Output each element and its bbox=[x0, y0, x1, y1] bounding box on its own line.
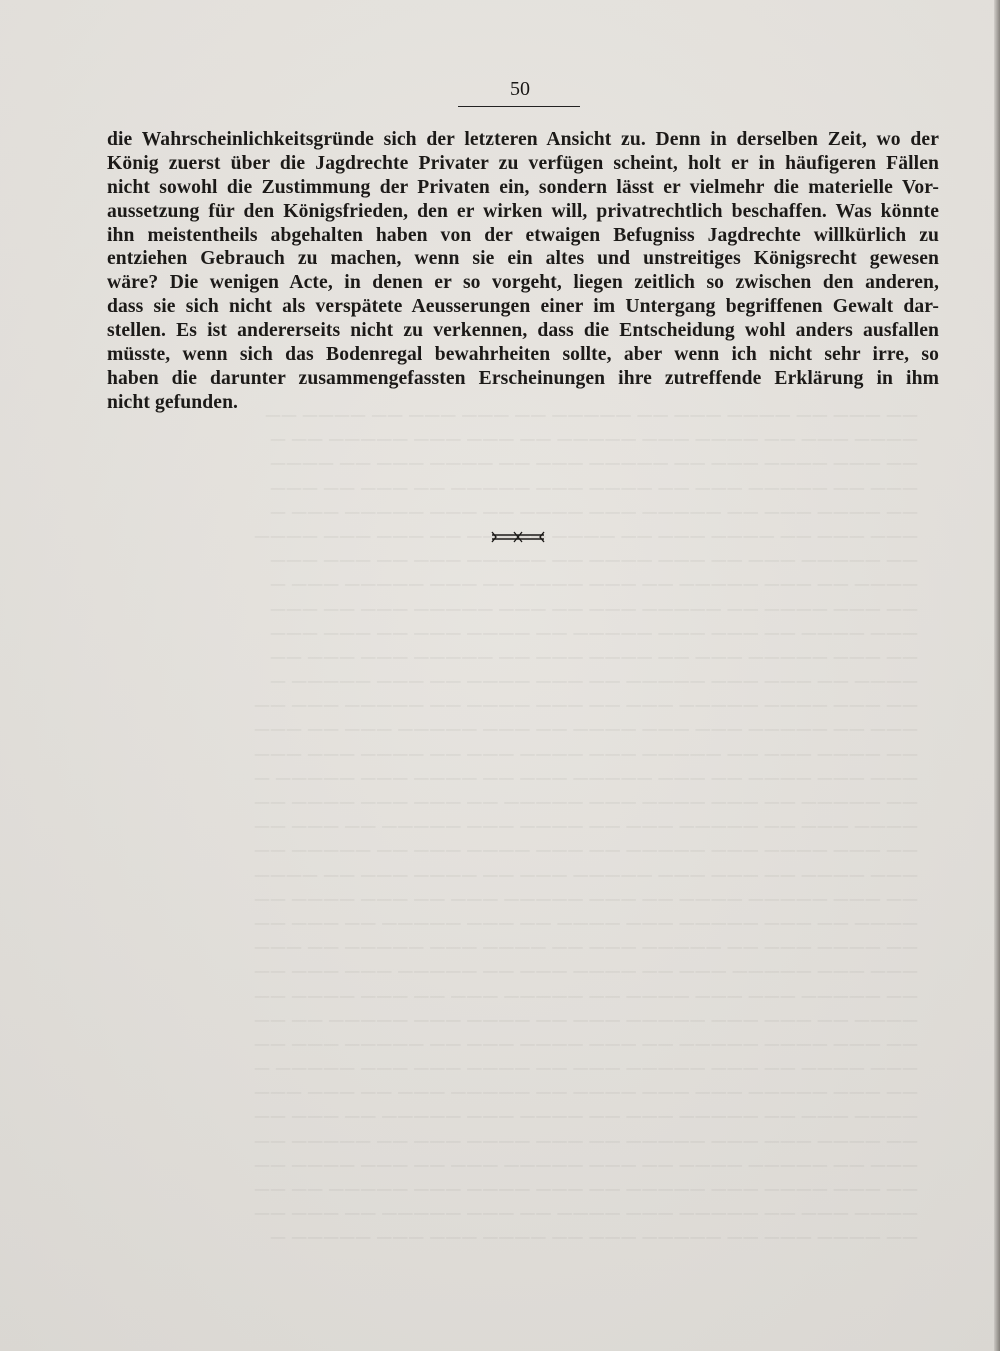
text-line: aussetzung für den Königsfrieden, den er wirken will, privatrechtlich beschaffen. Was könnte bbox=[107, 200, 939, 222]
body-paragraph bbox=[107, 128, 939, 415]
text-line: müsste, wenn sich das Bodenregal bewahrheiten sollte, aber wenn ich nicht sehr irre, so bbox=[107, 344, 939, 366]
text-line: die Wahrscheinlichkeitsgründe sich der letzteren Ansicht zu. Denn in derselben Zeit, wo der bbox=[107, 129, 939, 150]
text-line: nicht sowohl die Zustimmung der Privaten ein, sondern lässt er vielmehr die materielle Vor- bbox=[107, 176, 939, 198]
page-number: 50 bbox=[510, 78, 530, 100]
text-line: stellen. Es ist andererseits nicht zu verkennen, dass die Entscheidung wohl anders ausfallen bbox=[107, 320, 939, 342]
text-line: haben die darunter zusammengefassten Erscheinungen ihre zutreffende Erklärung in ihm bbox=[107, 367, 939, 389]
text-line: wäre? Die wenigen Acte, in denen er so vorgeht, liegen zeitlich so zwischen den anderen, bbox=[107, 272, 939, 294]
text-line: dass sie sich nicht als verspätete Aeusserungen einer im Untergang begriffenen Gewalt dar- bbox=[107, 296, 939, 318]
text-line: ihn meistentheils abgehalten haben von der etwaigen Befugniss Jagdrechte willkürlich zu bbox=[107, 224, 939, 246]
page-edge-shadow bbox=[994, 0, 1000, 1351]
header-rule bbox=[458, 106, 580, 107]
text-line: entziehen Gebrauch zu machen, wenn sie ein altes und unstreitiges Königsrecht gewesen bbox=[107, 248, 939, 270]
text-line-last: nicht gefunden. bbox=[107, 391, 239, 413]
bleed-through-texture: —— ——— —— ———— ——— —— ————— —— ——— ——— —— ———— —— ———— ——— —— ———— ——— ————— —— ——— ——— ————— —— — —— ——— ———— ——— —— ————— ——— —— ———— ——— —— ———— ——— —— ————— ——— —— ———— ——— ————— —— ——— —— ——— —— ———— ——— —— ————— ——— ———— —— ——— ————— ——— — ——— ——— —— ———— ——— —— ———— ————— —— ——— ——— ———— —— ————— ——— —— ——— ———— —— ————— ——— —— ——— ——— ———— —— ——— ————— —— ——— ———— —— ——— ————— ——— — —— ——— ———— —— ————— ——— —— ——— ————— ——— —— ——— ——— ———— —— ——— ——— ————— —— ———— ——— —— ——— ——— —— ——— ————— ——— —— ———— ——— —— ————— ——— ——— —— ———— —— ——— ——— ————— —— ——— ———— —— ——— ————— — —— ——— ———— ————— ——— —— ——— ———— —— ————— ——— —— ——— —— ————— ——— ——— ———— —— ——— ————— ——— —— ——— —— ———— ——— —— ————— ——— ———— ——— —— ———— ——— ——— ——— ——— ———— —— ——— ————— ——— —— ———— ——— ————— — —— ————— —— ——— ———— ——— ————— —— ——— ——— ———— —— ———— ——— —— ————— ——— —— ———— ——— ————— —— ——— —— —— ——— ———— ——— ————— —— ——— ———— ——— —— ————— —— ——— ———— —— ——— ——— ————— ——— —— ———— ——— —— ———— —— ——— ————— ———— —— ——— ————— ——— —— ——— ———— —— ———— —— ——— ————— ——— ———— —— ——— ————— —— ——— —— —— ———— ——— —— ————— ——— —— ———— ——— ————— —— ——— ——— ——— ————— ——— —— ———— ——— —— ————— ——— ——— —— —— ————— ——— ——— ———— —— ————— ——— —— ——— ———— —— ———— —— ——— ——— ————— ——— —— ———— ——— ————— —— —— —— ——— ———— ————— —— ——— ———— ——— —— ————— ——— —— ——— ———— —— ——— ————— ——— —— ———— ——— ——— ————— — —— ——— ————— ——— ——— ———— —— ————— ——— —— ——— ——— ———— ——— —— ————— ——— —— ———— ——— ————— —— ——— —— —— ———— ——— ——— ————— —— ——— ———— ——— —— ————— —— ——— —— ————— ———— —— ——— ————— ——— —— ——— ———— —— —— ——— ———— ——— ————— —— ——— ———— ——— ————— —— —— ———— ——— —— ————— ——— ———— —— ——— ————— —— ——— —— —— ———— ——— —— ————— ——— —— ———— ——— ——— ————— — bbox=[254, 405, 918, 1247]
double-rule-ornament-icon bbox=[490, 529, 546, 545]
text-line: König zuerst über die Jagdrechte Privater zu verfügen scheint, holt er in häufigeren Fällen bbox=[107, 152, 939, 174]
